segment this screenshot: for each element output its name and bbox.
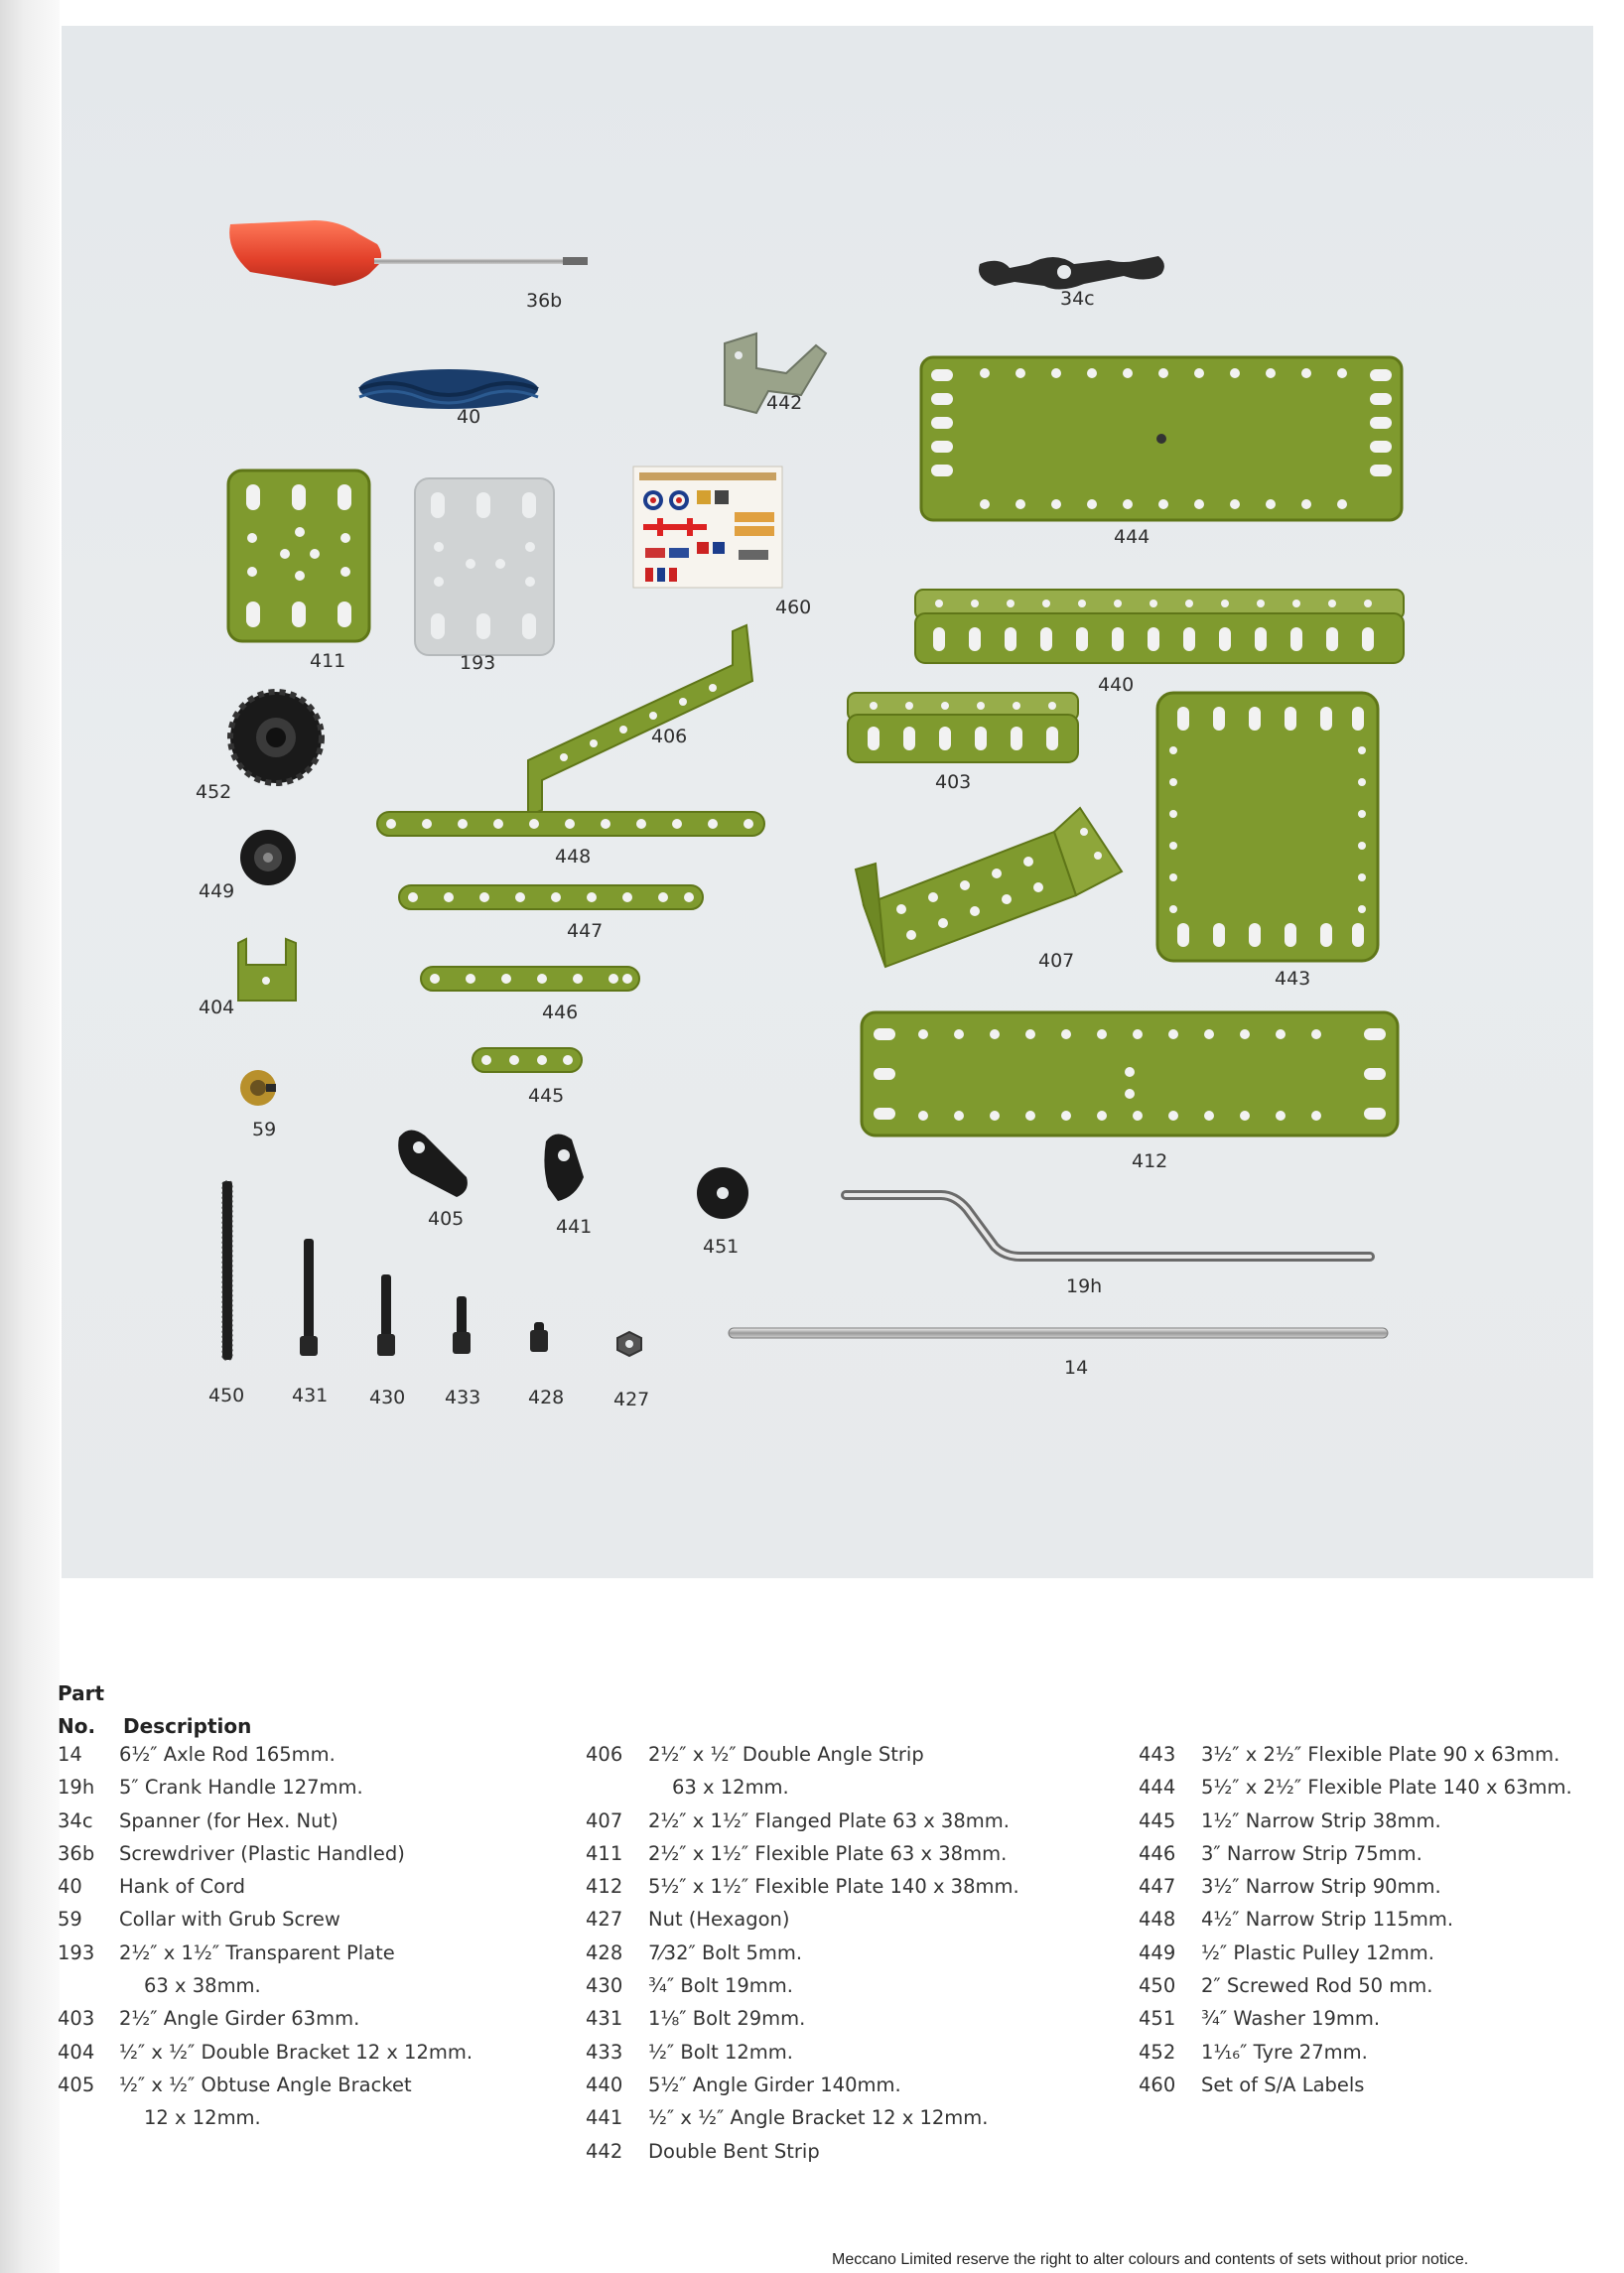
part-number: 193 (58, 1940, 95, 1964)
parts-row (1139, 1941, 1624, 1974)
part-number: 446 (1139, 1841, 1176, 1865)
flexible-plate-411 (228, 470, 369, 641)
bolt-430 (377, 1274, 395, 1356)
part-description: Screwdriver (Plastic Handled) (119, 1841, 405, 1865)
parts-row (58, 2007, 613, 2040)
angle-girder-403 (848, 693, 1078, 762)
bolt-433 (453, 1296, 471, 1354)
label-442: 442 (766, 392, 803, 414)
flexible-plate-443 (1157, 693, 1378, 961)
parts-row (586, 1908, 1142, 1940)
part-description-continued: 63 x 12mm. (672, 1776, 789, 1799)
part-description-continued: 12 x 12mm. (144, 2105, 261, 2129)
label-440: 440 (1098, 674, 1135, 696)
part-number: 36b (58, 1841, 95, 1865)
crank-handle-19h (846, 1195, 1370, 1257)
label-441: 441 (556, 1216, 593, 1238)
parts-row (58, 1908, 613, 1940)
label-452: 452 (196, 781, 232, 803)
parts-row (586, 2041, 1142, 2073)
part-number: 444 (1139, 1776, 1176, 1800)
parts-row (1139, 1776, 1624, 1808)
part-number: 428 (586, 1940, 623, 1964)
part-description: Collar with Grub Screw (119, 1908, 340, 1932)
part-number: 460 (1139, 2072, 1176, 2096)
label-193: 193 (460, 652, 496, 674)
parts-row (586, 2106, 1142, 2139)
part-description: 1¹⁄₁₆″ Tyre 27mm. (1201, 2040, 1368, 2064)
label-14: 14 (1064, 1357, 1089, 1379)
parts-row (1139, 1875, 1624, 1908)
parts-row (586, 1974, 1142, 2007)
part-number: 445 (1139, 1808, 1176, 1832)
label-443: 443 (1275, 968, 1311, 990)
label-446: 446 (542, 1002, 579, 1023)
double-angle-strip-406 (528, 625, 752, 816)
part-number: 447 (1139, 1875, 1176, 1899)
label-448: 448 (555, 846, 592, 868)
parts-row (58, 1743, 613, 1776)
flexible-plate-412 (862, 1012, 1398, 1136)
footer-note: Meccano Limited reserve the right to alter colours and contents of sets without prior notice. (832, 2251, 1469, 2268)
label-403: 403 (935, 771, 972, 793)
part-description: ¾″ Washer 19mm. (1201, 2007, 1381, 2031)
parts-row (586, 2140, 1142, 2173)
part-description: 4½″ Narrow Strip 115mm. (1201, 1908, 1454, 1932)
part-number: 449 (1139, 1940, 1176, 1964)
parts-column-2 (586, 1743, 1142, 2173)
narrow-strip-447 (399, 885, 703, 909)
part-number: 14 (58, 1743, 82, 1766)
screwed-rod-450 (222, 1181, 232, 1360)
part-description: 2½″ x 1½″ Flanged Plate 63 x 38mm. (648, 1808, 1010, 1832)
parts-row (586, 1941, 1142, 1974)
label-36b: 36b (526, 290, 563, 312)
label-428: 428 (528, 1387, 565, 1408)
label-460: 460 (775, 597, 812, 618)
nut-427 (617, 1332, 641, 1356)
part-number: 448 (1139, 1908, 1176, 1932)
transparent-plate-193 (415, 478, 554, 655)
parts-row (1139, 1908, 1624, 1940)
parts-row (1139, 1743, 1624, 1776)
part-number: 431 (586, 2007, 623, 2031)
part-description: 2½″ Angle Girder 63mm. (119, 2007, 360, 2031)
part-number: 59 (58, 1908, 82, 1932)
parts-row (586, 1875, 1142, 1908)
label-40: 40 (457, 406, 481, 428)
parts-row (58, 2041, 613, 2073)
header-no: No. (58, 1714, 96, 1738)
part-description: 2″ Screwed Rod 50 mm. (1201, 1974, 1433, 1998)
part-number: 443 (1139, 1743, 1176, 1766)
label-430: 430 (369, 1387, 406, 1408)
part-description: 2½″ x ½″ Double Angle Strip (648, 1743, 924, 1766)
parts-row (1139, 1809, 1624, 1842)
spanner-34c (979, 256, 1164, 290)
part-description: Set of S/A Labels (1201, 2072, 1365, 2096)
part-number: 403 (58, 2007, 95, 2031)
part-number: 441 (586, 2106, 623, 2130)
parts-row (58, 1941, 613, 2008)
narrow-strip-445 (473, 1048, 582, 1072)
part-description: Spanner (for Hex. Nut) (119, 1808, 338, 1832)
part-description: Nut (Hexagon) (648, 1908, 790, 1932)
part-description: ½″ x ½″ Obtuse Angle Bracket (119, 2072, 412, 2096)
label-433: 433 (445, 1387, 481, 1408)
header-part: Part (58, 1681, 105, 1705)
parts-photo (62, 26, 1593, 1578)
parts-row (1139, 2041, 1624, 2073)
part-description: Double Bent Strip (648, 2139, 820, 2163)
part-description: 5″ Crank Handle 127mm. (119, 1776, 363, 1800)
part-number: 450 (1139, 1974, 1176, 1998)
part-number: 411 (586, 1841, 623, 1865)
label-405: 405 (428, 1208, 465, 1230)
part-description: 1⅛″ Bolt 29mm. (648, 2007, 806, 2031)
part-description: 5½″ x 1½″ Flexible Plate 140 x 38mm. (648, 1875, 1019, 1899)
parts-col-2-rows (586, 1743, 1142, 2173)
part-description: 5½″ x 2½″ Flexible Plate 140 x 63mm. (1201, 1776, 1572, 1800)
parts-row (586, 1809, 1142, 1842)
part-description: 3″ Narrow Strip 75mm. (1201, 1841, 1422, 1865)
parts-row (586, 1743, 1142, 1809)
narrow-strip-448 (377, 812, 764, 836)
label-412: 412 (1132, 1150, 1168, 1172)
header-row (58, 1710, 613, 1743)
label-445: 445 (528, 1085, 565, 1107)
parts-column-1 (58, 1677, 613, 2140)
part-description: ½″ Bolt 12mm. (648, 2040, 793, 2064)
label-sheet-460 (633, 467, 782, 588)
label-34c: 34c (1060, 288, 1095, 310)
label-407: 407 (1038, 950, 1075, 972)
part-number: 440 (586, 2072, 623, 2096)
part-description: ½″ x ½″ Angle Bracket 12 x 12mm. (648, 2106, 989, 2130)
part-number: 406 (586, 1743, 623, 1766)
parts-row (1139, 2007, 1624, 2040)
part-number: 40 (58, 1875, 82, 1899)
label-19h: 19h (1066, 1275, 1103, 1297)
label-447: 447 (567, 920, 604, 942)
part-number: 452 (1139, 2040, 1176, 2064)
label-449: 449 (199, 880, 235, 902)
label-59: 59 (252, 1119, 277, 1140)
part-number: 407 (586, 1808, 623, 1832)
page-edge (0, 0, 60, 2273)
part-number: 412 (586, 1875, 623, 1899)
part-number: 404 (58, 2040, 95, 2064)
screwdriver-36b (229, 220, 588, 286)
parts-photo-svg (62, 26, 1593, 1578)
part-description: 2½″ x 1½″ Flexible Plate 63 x 38mm. (648, 1841, 1008, 1865)
part-description: 3½″ Narrow Strip 90mm. (1201, 1875, 1441, 1899)
parts-row (58, 1809, 613, 1842)
parts-row (58, 2073, 613, 2140)
part-number: 427 (586, 1908, 623, 1932)
part-number: 34c (58, 1808, 93, 1832)
cord-40 (359, 369, 538, 409)
plastic-pulley-449 (240, 830, 296, 885)
part-description: 1½″ Narrow Strip 38mm. (1201, 1808, 1441, 1832)
part-number: 19h (58, 1776, 95, 1800)
part-number: 451 (1139, 2007, 1176, 2031)
part-description: 6½″ Axle Rod 165mm. (119, 1743, 336, 1766)
label-427: 427 (613, 1389, 650, 1410)
part-number: 442 (586, 2139, 623, 2163)
label-431: 431 (292, 1385, 329, 1406)
angle-girder-440 (915, 590, 1404, 663)
bolt-428 (530, 1322, 548, 1352)
parts-row (58, 1875, 613, 1908)
obtuse-angle-bracket-405 (398, 1130, 468, 1197)
label-444: 444 (1114, 526, 1150, 548)
part-description: ½″ x ½″ Double Bracket 12 x 12mm. (119, 2040, 474, 2064)
part-description: 3½″ x 2½″ Flexible Plate 90 x 63mm. (1201, 1743, 1560, 1766)
part-description: ½″ Plastic Pulley 12mm. (1201, 1940, 1434, 1964)
part-number: 433 (586, 2040, 623, 2064)
parts-row (1139, 2073, 1624, 2106)
parts-row (586, 1842, 1142, 1875)
parts-row (58, 1842, 613, 1875)
part-description: 7⁄32″ Bolt 5mm. (648, 1940, 803, 1964)
axle-rod-14 (729, 1328, 1388, 1338)
tyre-452 (230, 692, 322, 783)
parts-row (1139, 1974, 1624, 2007)
part-number: 430 (586, 1974, 623, 1998)
part-description: Hank of Cord (119, 1875, 246, 1899)
part-description: 2½″ x 1½″ Transparent Plate (119, 1940, 395, 1964)
parts-row (586, 2073, 1142, 2106)
double-bracket-404 (238, 939, 296, 1001)
angle-bracket-441 (544, 1134, 584, 1201)
parts-col-1-rows (58, 1743, 613, 2140)
label-411: 411 (310, 650, 346, 672)
part-description: ¾″ Bolt 19mm. (648, 1974, 793, 1998)
parts-column-3 (1139, 1743, 1624, 2106)
part-description: 5½″ Angle Girder 140mm. (648, 2072, 901, 2096)
label-451: 451 (703, 1236, 740, 1258)
washer-451 (697, 1167, 748, 1219)
narrow-strip-446 (421, 967, 639, 991)
header-description: Description (123, 1714, 252, 1738)
parts-col-3-rows (1139, 1743, 1624, 2106)
label-406: 406 (651, 726, 688, 747)
parts-row (58, 1776, 613, 1808)
label-450: 450 (208, 1385, 245, 1406)
collar-59 (240, 1070, 276, 1106)
bolt-431 (300, 1239, 318, 1356)
part-description-continued: 63 x 38mm. (144, 1973, 261, 1997)
part-number: 405 (58, 2072, 95, 2096)
flanged-plate-407 (856, 808, 1122, 967)
parts-row (1139, 1842, 1624, 1875)
parts-row (586, 2007, 1142, 2040)
flexible-plate-444 (921, 357, 1402, 520)
label-404: 404 (199, 997, 235, 1018)
